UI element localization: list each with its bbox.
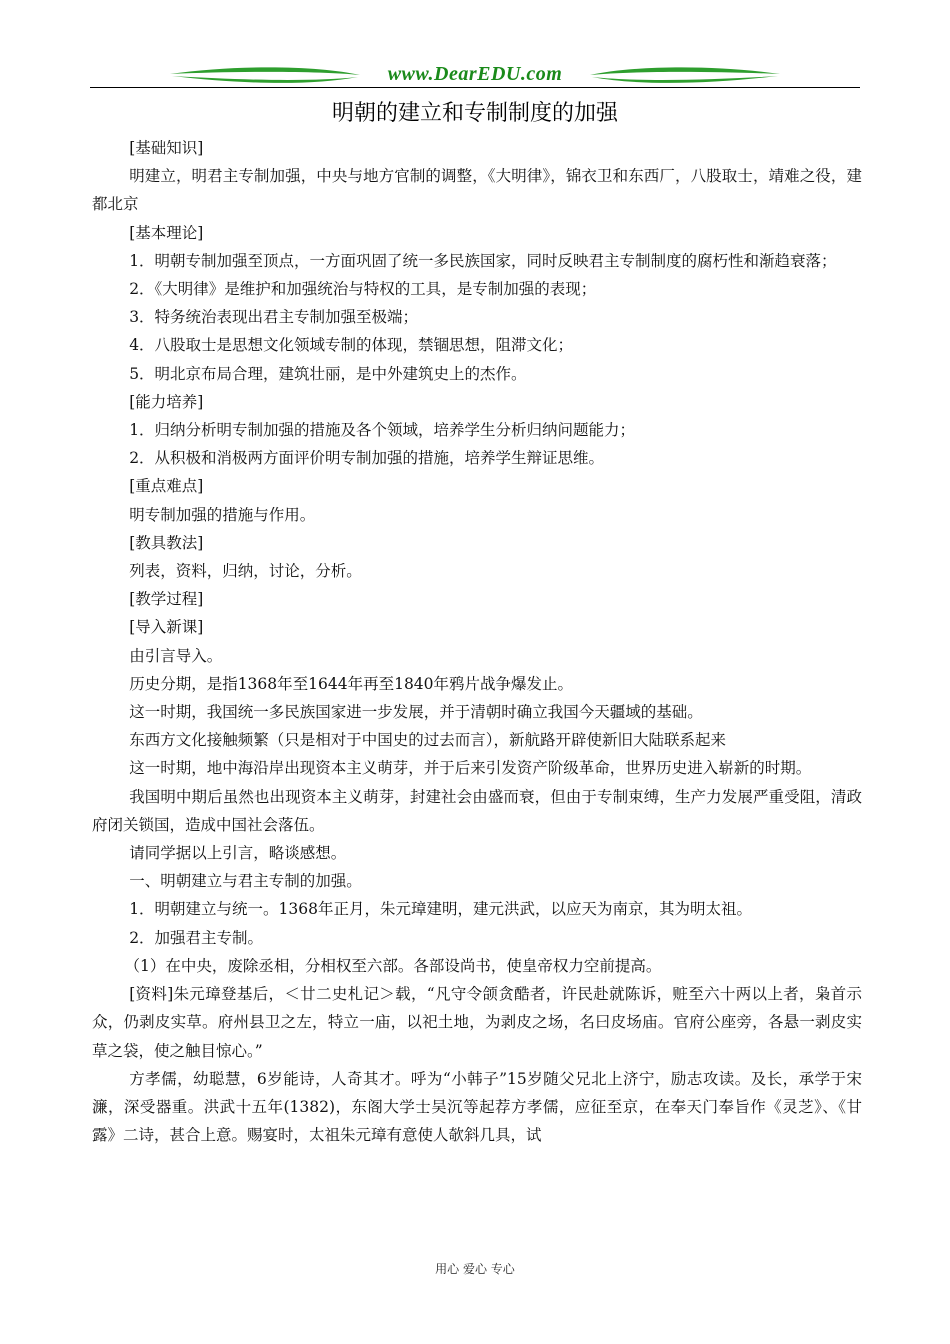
paragraph: 5．明北京布局合理，建筑壮丽，是中外建筑史上的杰作。 xyxy=(129,364,527,383)
page-footer: 用心 爱心 专心 xyxy=(435,1262,515,1276)
paragraph: 这一时期，地中海沿岸出现资本主义萌芽，并于后来引发资产阶级革命，世界历史进入崭新的时期。 xyxy=(129,759,812,778)
paragraph: 方孝儒，幼聪慧，6岁能诗，人奇其才。呼为“小韩子”15岁随父兄北上济宁，励志攻读。及长，承学于宋濂，深受器重。洪武十五年(1382)，东阁大学士吴沉等起荐方孝儒，应征至京，在奉天门奉旨作《灵芝》、《甘露》二诗，甚合上意。赐宴时，太祖朱元璋有意使人欹斜几具，试 xyxy=(92,1069,862,1145)
paragraph: 3．特务统治表现出君主专制加强至极端； xyxy=(129,308,419,327)
paragraph: [能力培养] xyxy=(129,392,204,411)
paragraph: 一、明朝建立与君主专制的加强。 xyxy=(129,872,362,891)
page-title: 明朝的建立和专制制度的加强 xyxy=(331,101,618,126)
paragraph: 历史分期，是指1368年至1644年再至1840年鸦片战争爆发止。 xyxy=(129,674,574,693)
paragraph: 1．明朝建立与统一。1368年正月，朱元璋建明，建元洪武，以应天为南京，其为明太祖。 xyxy=(129,900,752,919)
paragraph: 4．八股取士是思想文化领域专制的体现，禁锢思想，阻滞文化； xyxy=(129,336,574,355)
paragraph: 请同学据以上引言，略谈感想。 xyxy=(129,844,347,863)
paragraph: [资料]朱元璋登基后，＜廿二史札记＞载，“凡守令颌贪酷者，许民赴就陈诉，赃至六十两以上者，枭首示众，仍剥皮实草。府州县卫之左，特立一庙，以祀土地，为剥皮之场，名曰皮场庙。官府公座旁，各悬一剥皮实草之袋，使之触目惊心。” xyxy=(92,985,862,1060)
header-rule xyxy=(90,87,860,88)
paragraph: [教学过程] xyxy=(129,590,204,609)
paragraph: 1．归纳分析明专制加强的措施及各个领域，培养学生分析归纳问题能力； xyxy=(129,421,636,440)
site-name: www.DearEDU.com xyxy=(387,63,563,85)
paragraph: 由引言导入。 xyxy=(129,646,223,665)
paragraph: [重点难点] xyxy=(129,477,204,496)
paragraph: [教具教法] xyxy=(129,533,204,552)
paragraph: [基本理论] xyxy=(129,223,204,242)
paragraph: 2．从积极和消极两方面评价明专制加强的措施，培养学生辩证思维。 xyxy=(129,449,605,468)
paragraph: 列表，资料，归纳，讨论，分析。 xyxy=(129,562,362,581)
paragraph: 2．加强君主专制。 xyxy=(129,928,264,947)
page-header xyxy=(90,62,860,90)
paragraph: 1．明朝专制加强至顶点，一方面巩固了统一多民族国家，同时反映君主专制制度的腐朽性和渐趋衰落； xyxy=(129,251,837,270)
paragraph: [基础知识] xyxy=(129,139,204,157)
paragraph: 2．《大明律》是维护和加强统治与特权的工具，是专制加强的表现； xyxy=(129,280,597,299)
document-body xyxy=(92,134,862,1149)
paragraph: （1）在中央，废除丞相，分相权至六部。各部设尚书，使皇帝权力空前提高。 xyxy=(124,956,662,975)
paragraph: 我国明中期后虽然也出现资本主义萌芽，封建社会由盛而衰，但由于专制束缚，生产力发展严重受阻，清政府闭关锁国，造成中国社会落伍。 xyxy=(92,787,862,834)
paragraph: 东西方文化接触频繁（只是相对于中国史的过去而言），新航路开辟使新旧大陆联系起来 xyxy=(129,731,726,750)
paragraph: [导入新课] xyxy=(129,618,204,637)
paragraph: 明专制加强的措施与作用。 xyxy=(129,505,316,524)
paragraph: 这一时期，我国统一多民族国家进一步发展，并于清朝时确立我国今天疆域的基础。 xyxy=(129,703,703,722)
paragraph: 明建立，明君主专制加强，中央与地方官制的调整，《大明律》，锦衣卫和东西厂，八股取士，靖难之役，建都北京 xyxy=(92,167,862,214)
